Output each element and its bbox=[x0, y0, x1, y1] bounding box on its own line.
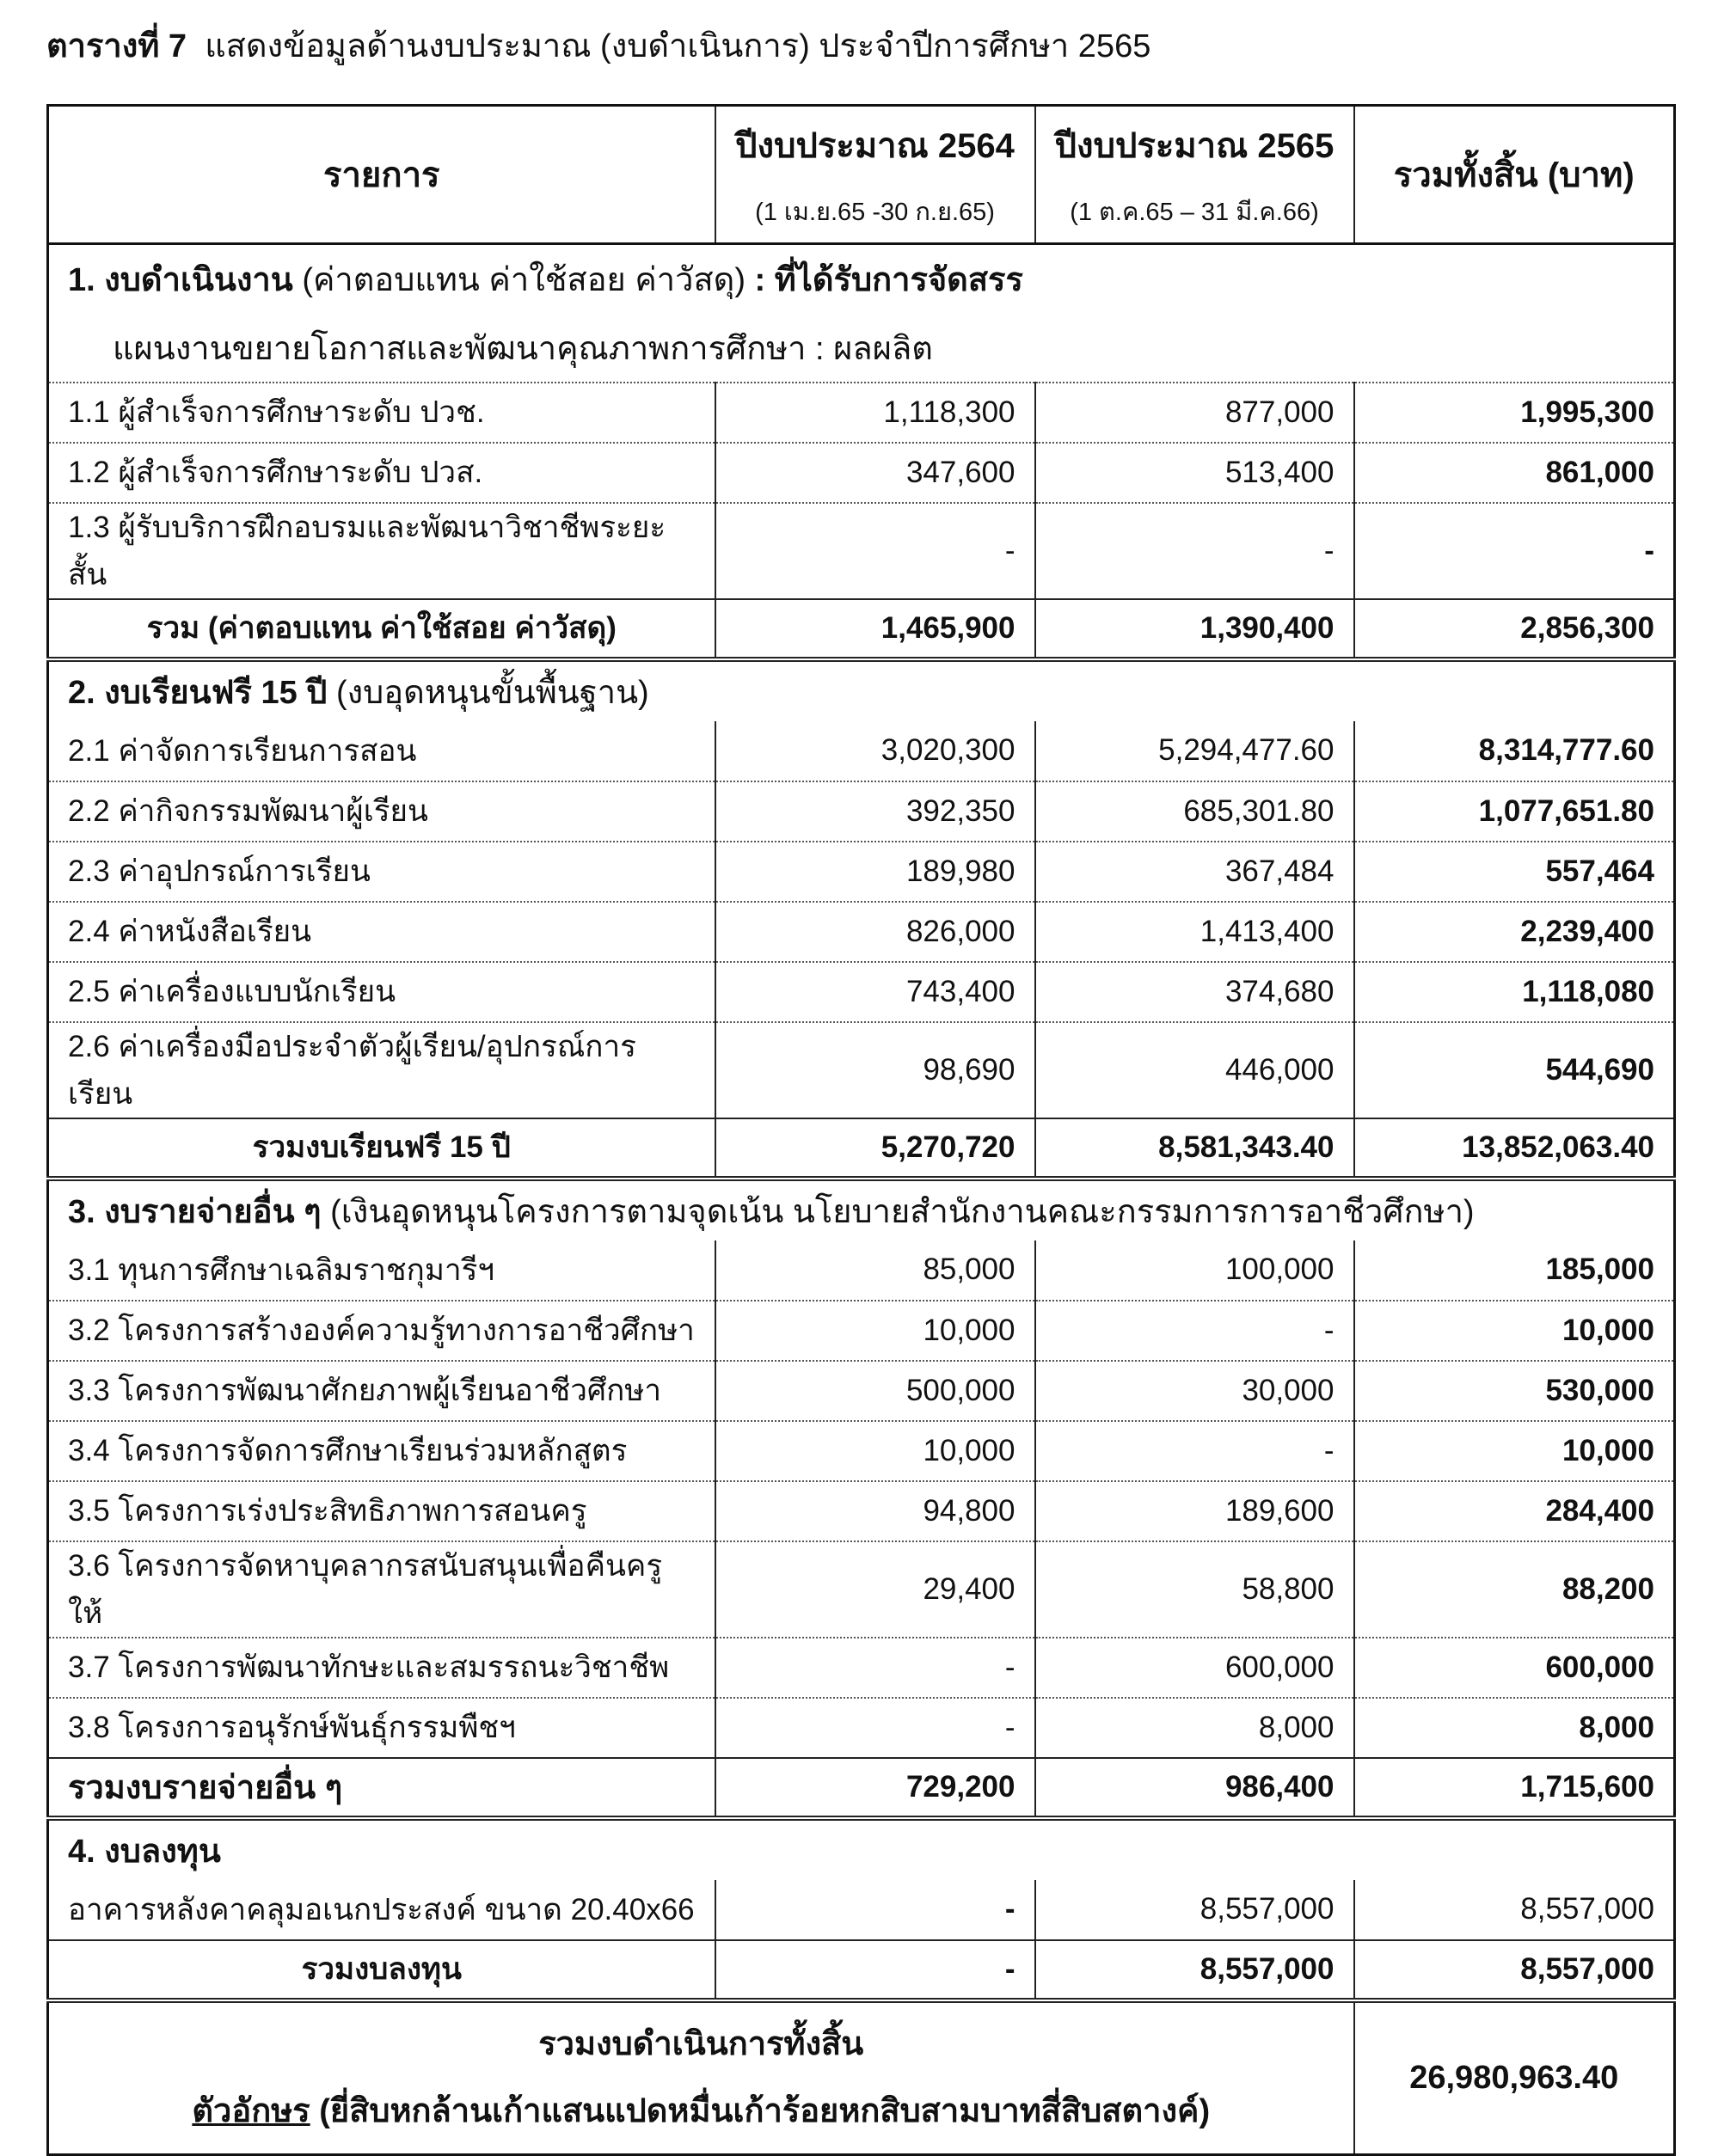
row-label: 2.1 ค่าจัดการเรียนการสอน bbox=[48, 721, 715, 781]
row-value-2565: 600,000 bbox=[1035, 1638, 1354, 1698]
table-row bbox=[48, 383, 1675, 443]
row-total: 8,557,000 bbox=[1354, 1880, 1675, 1940]
table-row bbox=[48, 721, 1675, 781]
row-value-2564: - bbox=[715, 503, 1035, 599]
row-total: - bbox=[1354, 503, 1675, 599]
row-value-2565: 685,301.80 bbox=[1035, 781, 1354, 842]
row-value-2564: 10,000 bbox=[715, 1301, 1035, 1361]
row-value-2565: 189,600 bbox=[1035, 1481, 1354, 1541]
row-value-2565: 367,484 bbox=[1035, 842, 1354, 902]
section-title: 3. งบรายจ่ายอื่น ๆ bbox=[68, 1193, 322, 1230]
row-value-2564: 3,020,300 bbox=[715, 721, 1035, 781]
table-row bbox=[48, 962, 1675, 1022]
subtotal-2565: 986,400 bbox=[1035, 1758, 1354, 1818]
row-value-2564: 98,690 bbox=[715, 1022, 1035, 1118]
row-total: 10,000 bbox=[1354, 1421, 1675, 1481]
subtotal-label: รวมงบรายจ่ายอื่น ๆ bbox=[48, 1758, 715, 1818]
row-value-2565: 58,800 bbox=[1035, 1541, 1354, 1638]
row-total: 1,995,300 bbox=[1354, 383, 1675, 443]
subtotal-label: รวมงบลงทุน bbox=[48, 1940, 715, 2000]
row-label: 2.4 ค่าหนังสือเรียน bbox=[48, 902, 715, 962]
subtotal-total: 8,557,000 bbox=[1354, 1940, 1675, 2000]
row-label: 3.8 โครงการอนุรักษ์พันธุ์กรรมพืชฯ bbox=[48, 1698, 715, 1758]
row-total: 1,077,651.80 bbox=[1354, 781, 1675, 842]
row-label: 3.2 โครงการสร้างองค์ความรู้ทางการอาชีวศึกษา bbox=[48, 1301, 715, 1361]
row-value-2564: 85,000 bbox=[715, 1240, 1035, 1301]
header-2565-label: ปีงบประมาณ 2565 bbox=[1054, 127, 1335, 165]
table-row bbox=[48, 842, 1675, 902]
caption-text: แสดงข้อมูลด้านงบประมาณ (งบดำเนินการ) ประจำปีการศึกษา 2565 bbox=[205, 28, 1151, 64]
row-value-2564: 94,800 bbox=[715, 1481, 1035, 1541]
row-value-2565: 100,000 bbox=[1035, 1240, 1354, 1301]
row-value-2565: 374,680 bbox=[1035, 962, 1354, 1022]
grand-total-label-cell bbox=[48, 2000, 1354, 2155]
words-text: (ยี่สิบหกล้านเก้าแสนแปดหมื่นเก้าร้อยหกสิบสามบาทสี่สิบสตางค์) bbox=[310, 2093, 1211, 2130]
row-value-2564: 189,980 bbox=[715, 842, 1035, 902]
subtotal-2564: - bbox=[715, 1940, 1035, 2000]
header-2564-period: (1 เม.ย.65 -30 ก.ย.65) bbox=[755, 199, 995, 226]
caption-label: ตารางที่ 7 bbox=[46, 28, 187, 64]
section-note: (เงินอุดหนุนโครงการตามจุดเน้น นโยบายสำนักงานคณะกรรมการการอาชีวศึกษา) bbox=[321, 1193, 1475, 1230]
row-label: 1.1 ผู้สำเร็จการศึกษาระดับ ปวช. bbox=[48, 383, 715, 443]
grand-total-words bbox=[68, 2078, 1335, 2145]
row-label: 3.7 โครงการพัฒนาทักษะและสมรรถนะวิชาชีพ bbox=[48, 1638, 715, 1698]
subtotal-2565: 1,390,400 bbox=[1035, 599, 1354, 659]
row-value-2564: - bbox=[715, 1638, 1035, 1698]
row-label: 2.5 ค่าเครื่องแบบนักเรียน bbox=[48, 962, 715, 1022]
row-label: 2.3 ค่าอุปกรณ์การเรียน bbox=[48, 842, 715, 902]
row-total: 185,000 bbox=[1354, 1240, 1675, 1301]
row-label: 2.6 ค่าเครื่องมือประจำตัวผู้เรียน/อุปกรณ์การเรียน bbox=[48, 1022, 715, 1118]
subtotal-2564: 5,270,720 bbox=[715, 1118, 1035, 1179]
row-label: 3.5 โครงการเร่งประสิทธิภาพการสอนครู bbox=[48, 1481, 715, 1541]
row-value-2564: 392,350 bbox=[715, 781, 1035, 842]
row-label: 3.3 โครงการพัฒนาศักยภาพผู้เรียนอาชีวศึกษา bbox=[48, 1361, 715, 1421]
grand-total-label: รวมงบดำเนินการทั้งสิ้น bbox=[538, 2026, 864, 2063]
header-2564-label: ปีงบประมาณ 2564 bbox=[735, 127, 1015, 165]
section-heading-row bbox=[48, 244, 1675, 314]
section-heading bbox=[48, 244, 1675, 314]
grand-total-row bbox=[48, 2000, 1675, 2155]
header-total: รวมทั้งสิ้น (บาท) bbox=[1354, 106, 1675, 244]
row-value-2564: 826,000 bbox=[715, 902, 1035, 962]
subtotal-2565: 8,581,343.40 bbox=[1035, 1118, 1354, 1179]
table-row bbox=[48, 1880, 1675, 1940]
row-value-2565: 30,000 bbox=[1035, 1361, 1354, 1421]
row-value-2565: 446,000 bbox=[1035, 1022, 1354, 1118]
table-row bbox=[48, 1638, 1675, 1698]
section-heading bbox=[48, 1818, 1675, 1880]
section-heading-row bbox=[48, 1818, 1675, 1880]
subtotal-2565: 8,557,000 bbox=[1035, 1940, 1354, 2000]
row-value-2565: 8,557,000 bbox=[1035, 1880, 1354, 1940]
section-note: (งบอุดหนุนขั้นพื้นฐาน) bbox=[327, 674, 649, 711]
section-subtitle-row bbox=[48, 314, 1675, 383]
row-label: 3.1 ทุนการศึกษาเฉลิมราชกุมารีฯ bbox=[48, 1240, 715, 1301]
row-label: 3.4 โครงการจัดการศึกษาเรียนร่วมหลักสูตร bbox=[48, 1421, 715, 1481]
table-row bbox=[48, 1541, 1675, 1638]
row-label: 3.6 โครงการจัดหาบุคลากรสนับสนุนเพื่อคืนครูให้ bbox=[48, 1541, 715, 1638]
table-row bbox=[48, 1240, 1675, 1301]
subtotal-2564: 1,465,900 bbox=[715, 599, 1035, 659]
subtotal-label: รวมงบเรียนฟรี 15 ปี bbox=[48, 1118, 715, 1179]
row-total: 88,200 bbox=[1354, 1541, 1675, 1638]
row-total: 8,314,777.60 bbox=[1354, 721, 1675, 781]
table-row bbox=[48, 902, 1675, 962]
row-total: 544,690 bbox=[1354, 1022, 1675, 1118]
table-row bbox=[48, 1022, 1675, 1118]
section-heading-row bbox=[48, 1179, 1675, 1240]
row-value-2565: 5,294,477.60 bbox=[1035, 721, 1354, 781]
row-label: 2.2 ค่ากิจกรรมพัฒนาผู้เรียน bbox=[48, 781, 715, 842]
row-value-2564: 10,000 bbox=[715, 1421, 1035, 1481]
row-value-2564: 29,400 bbox=[715, 1541, 1035, 1638]
row-total: 8,000 bbox=[1354, 1698, 1675, 1758]
section-subtitle: แผนงานขยายโอกาสและพัฒนาคุณภาพการศึกษา : ผลผลิต bbox=[48, 314, 1675, 383]
table-row bbox=[48, 1481, 1675, 1541]
subtotal-label: รวม (ค่าตอบแทน ค่าใช้สอย ค่าวัสดุ) bbox=[48, 599, 715, 659]
subtotal-total: 13,852,063.40 bbox=[1354, 1118, 1675, 1179]
row-total: 600,000 bbox=[1354, 1638, 1675, 1698]
budget-table bbox=[46, 104, 1676, 2156]
header-row bbox=[48, 106, 1675, 244]
table-row bbox=[48, 1301, 1675, 1361]
section-note: (ค่าตอบแทน ค่าใช้สอย ค่าวัสดุ) bbox=[292, 262, 745, 299]
table-row bbox=[48, 1361, 1675, 1421]
table-caption bbox=[46, 19, 1150, 71]
row-value-2564: - bbox=[715, 1880, 1035, 1940]
header-2565 bbox=[1035, 106, 1354, 244]
row-total: 2,239,400 bbox=[1354, 902, 1675, 962]
table-row bbox=[48, 781, 1675, 842]
section-title: 4. งบลงทุน bbox=[68, 1833, 221, 1870]
section-title: 1. งบดำเนินงาน bbox=[68, 262, 293, 299]
subtotal-row bbox=[48, 599, 1675, 659]
header-2564 bbox=[715, 106, 1035, 244]
subtotal-row bbox=[48, 1758, 1675, 1818]
row-label: อาคารหลังคาคลุมอเนกประสงค์ ขนาด 20.40x66 bbox=[48, 1880, 715, 1940]
row-total: 530,000 bbox=[1354, 1361, 1675, 1421]
words-label: ตัวอักษร bbox=[192, 2093, 310, 2130]
subtotal-total: 2,856,300 bbox=[1354, 599, 1675, 659]
row-label: 1.3 ผู้รับบริการฝึกอบรมและพัฒนาวิชาชีพระยะสั้น bbox=[48, 503, 715, 599]
header-item: รายการ bbox=[48, 106, 715, 244]
subtotal-row bbox=[48, 1118, 1675, 1179]
row-value-2565: 877,000 bbox=[1035, 383, 1354, 443]
table-row bbox=[48, 1421, 1675, 1481]
section-title: 2. งบเรียนฟรี 15 ปี bbox=[68, 674, 328, 711]
row-total: 10,000 bbox=[1354, 1301, 1675, 1361]
row-value-2565: 513,400 bbox=[1035, 443, 1354, 503]
header-2565-period: (1 ต.ค.65 – 31 มี.ค.66) bbox=[1070, 199, 1319, 226]
row-value-2565: - bbox=[1035, 1301, 1354, 1361]
row-label: 1.2 ผู้สำเร็จการศึกษาระดับ ปวส. bbox=[48, 443, 715, 503]
subtotal-2564: 729,200 bbox=[715, 1758, 1035, 1818]
table-row bbox=[48, 1698, 1675, 1758]
grand-total-value: 26,980,963.40 bbox=[1354, 2000, 1675, 2155]
row-total: 284,400 bbox=[1354, 1481, 1675, 1541]
subtotal-row bbox=[48, 1940, 1675, 2000]
row-value-2565: - bbox=[1035, 503, 1354, 599]
row-value-2564: 743,400 bbox=[715, 962, 1035, 1022]
table-row bbox=[48, 503, 1675, 599]
subtotal-total: 1,715,600 bbox=[1354, 1758, 1675, 1818]
row-value-2565: 8,000 bbox=[1035, 1698, 1354, 1758]
row-total: 557,464 bbox=[1354, 842, 1675, 902]
row-value-2564: 500,000 bbox=[715, 1361, 1035, 1421]
row-total: 861,000 bbox=[1354, 443, 1675, 503]
row-value-2564: 347,600 bbox=[715, 443, 1035, 503]
row-value-2565: - bbox=[1035, 1421, 1354, 1481]
section-title-suffix: : ที่ได้รับการจัดสรร bbox=[745, 262, 1023, 299]
section-heading-row bbox=[48, 659, 1675, 721]
row-value-2564: - bbox=[715, 1698, 1035, 1758]
table-row bbox=[48, 443, 1675, 503]
section-heading bbox=[48, 659, 1675, 721]
row-total: 1,118,080 bbox=[1354, 962, 1675, 1022]
section-heading bbox=[48, 1179, 1675, 1240]
row-value-2564: 1,118,300 bbox=[715, 383, 1035, 443]
row-value-2565: 1,413,400 bbox=[1035, 902, 1354, 962]
